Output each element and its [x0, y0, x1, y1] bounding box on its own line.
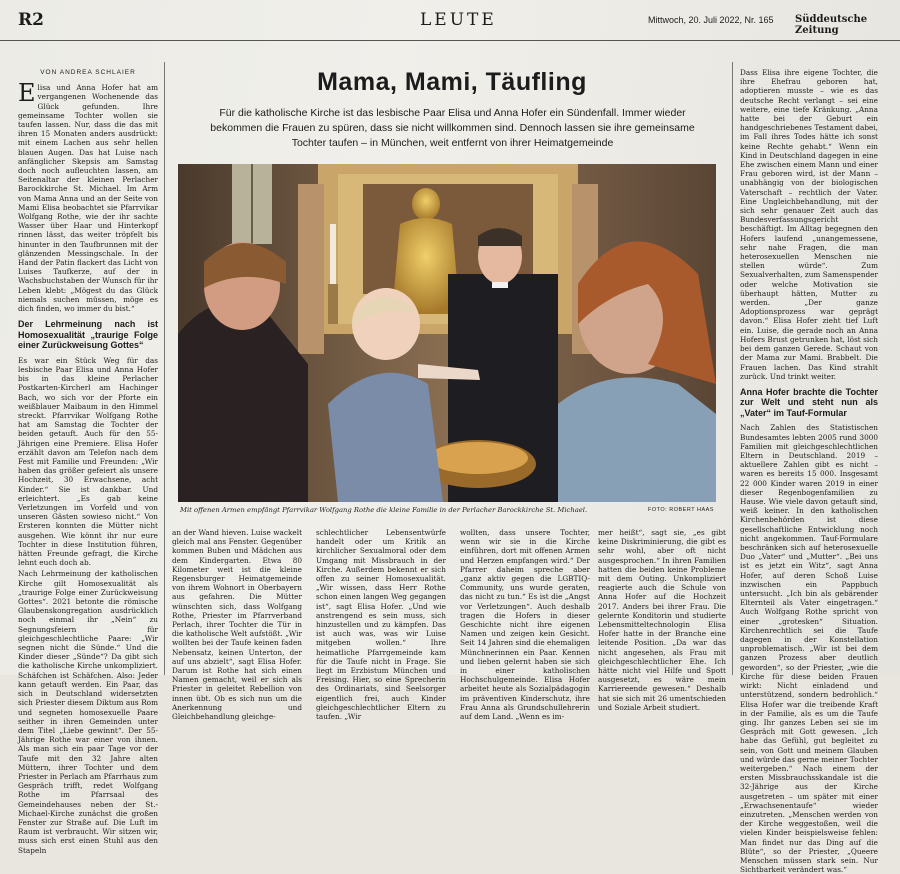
left-column	[18, 68, 158, 855]
byline: VON ANDREA SCHLAIER	[40, 69, 136, 76]
subheading-right: Anna Hofer brachte die Tochter zur Welt und steht nun als „Vater“ im Tauf-Formular	[740, 386, 878, 418]
column-rule-right	[732, 62, 733, 675]
body-column-1-text: an der Wand hieven. Luise wackelt gleich mal ans Fenster. Gegenüber kommen Buben und Mädchen aus dem Kindergarten. Etwa 80 Kilometer weit ist die kleine Regensburger Heimatgemeinde von ihrem Wohnort in Oberbayern aus gefahren. Die Mütter wünschten sich, dass Wolfgang Rothe, Priester im Pfarrverband Perlach, ihrer Tochter die Tür in die katholische Welt aufstößt. „Wir wollten bei der Taufe keinen faden Nebensatz, keinen Unterton, der auf uns abzielt“, sagt Elisa Hofer. Darum ist Rothe hat sich einen Namen gemacht, weil er sich als Priester in geleitet Rebellion von innen übt. Ob es sich nun um die Anerkennung und Gleichbehandlung gleichge-	[172, 528, 302, 722]
page-number: R2	[18, 10, 44, 30]
right-column	[740, 68, 878, 874]
body-column-2-text: schlechtlicher Lebensentwürfe handelt oder um Kritik an kirchlicher Sexualmoral oder dem Umgang mit Missbrauch in der Kirche. Außerdem bekennt er sich offen zu seiner Homosexualität. „Wir wissen, dass Herr Rothe schon einen langen Weg gegangen ist“, sagt Elisa Hofer. „Und wie anstrengend es sein muss, sich hinzustellen und zu kämpfen. Das ist auch was, was wir Luise mitgeben wollen.“ Ihre heimatliche Pfarrgemeinde kam für die Taufe nicht in Frage. Sie liegt im Erzbistum München und Freising. Hier, so eine Sprecherin des Ordinariats, sind Seelsorger eigentlich frei, auch Kinder gleichgeschlechtlicher Eltern zu taufen. „Wir	[316, 528, 446, 722]
headline: Mama, Mami, Täufling	[317, 68, 587, 96]
issue-date: Mittwoch, 20. Juli 2022, Nr. 165	[648, 15, 774, 25]
paragraph-right-2: Nach Zahlen des Statistischen Bundesamtes lebten 2005 rund 3000 Familien mit gleichgeschlechtlichen Eltern in Deutschland. 2019 – aktuellere Zahlen gibt es nicht – waren es bereits 15 000. Insgesamt 22 000 Kinder waren 2019 in einer dieser Regenbogenfamilien zu Hause. Wie viele davon getauft sind, weiß keiner. In den katholischen Kirchenbehörden ist diese gesellschaftliche Entwicklung noch nicht angekommen. Tauf-Formulare beschränken sich auf heterosexuelle Duo „Vater“ und „Mutter“. „Bei uns ist es jetzt ein Witz“, sagt Anna Hofer, auf deren Schoß Luise inzwischen ein Pappbuch untersucht. „Ich bin als gebärender Elternteil als Vater eingetragen.“ Auch Wolfgang Rothe spricht von einer „grotesken“ Situation. Kirchenrechtlich sei die Taufe dagegen in der Konstellation unproblematisch. „Wir ist bei dem ganzen Prozess aber deutlich geworden“, so der Priester, „wie die Kirche für diese beiden Frauen wirkt: Nicht einladend und unterstützend, sondern bedrohlich.“ Elisa Hofer war die treibende Kraft in der Familie, als es um die Taufe ging. Ihr ganzes Leben sei sie im Gespräch mit Gott gewesen. „Ich habe das Gefühl, gut begleitet zu sein, von Gott und meinem Glauben und würde das gerne meiner Tochter weitergeben.“ Nach einem der ersten Missbrauchsskandale ist die 32-Jährige aus der Kirche ausgetreten – um später mit einer „Erwachsenentaufe“ wieder einzutreten. „Menschen werden von der Kirche weggestoßen, weil die vielen Kinder beispielsweise fehlen: Man findet nur das Ding auf die Blüte“, so der Priester, „Queere Menschen müssen stark sein. Nur Sichtbarkeit verändert was.“	[740, 423, 878, 874]
photo-credit: FOTO: ROBERT HAAS	[648, 507, 714, 513]
body-column-3	[460, 528, 590, 722]
paragraph-left-3: Nach Lehrmeinung der katholischen Kirche gilt Homosexualität als „traurige Folge einer Zurückweisung Gottes“. 2021 betonte die römische Glaubenskongregation ausdrücklich noch einmal ihr „Nein“ zu Segnungsfeiern für gleichgeschlechtliche Paare: „Wir segnen nicht die Sünde.“ Und die Kinder dieser „Sünde“? Da gibt sich die katholische Kirche unkompliziert. Schäfchen ist Schäfchen. Also: Jeder kann getauft werden. Ein Paar, das sich in Deutschland widersetzten sich Priester diesem Diktum aus Rom und segneten homosexuelle Paare seither in ihren Gemeinden unter dem Titel „Liebe gewinnt“. Der 55-Jährige Rothe war einer von ihnen. Als man sich ein paar Tage vor der Taufe mit den 32 Jahre alten Müttern, ihrer Tochter und dem Priester in Perlach am Pfarrhaus zum Gespräch trifft, redet Wolfgang Rothe im Pfarrsaal des Gemeindehauses neben der St.-Michael-Kirche zunächst die großen Fenster zur Straße auf. Die Luft im Raum ist verbraucht. Wir sitzen wir, muss sich erst einen Stuhl aus den Stapeln	[18, 569, 158, 855]
body-column-4	[598, 528, 726, 712]
body-column-1	[172, 528, 302, 722]
body-column-3-text: wollten, dass unsere Tochter, wenn wir sie in die Kirche einführen, dort mit offenen Armen und Herzen empfangen wird.“ Der Pfarrer daheim spreche aber „ganz aktiv gegen die LGBTIQ-Community, uns wurde geraten, das nicht zu tun.“ Es ist die „Angst vor Verletzungen“. Auch deshalb tragen die Hofers in dieser Geschichte nicht ihre eigenen Namen und zeigen kein Gesicht. Seit 14 Jahren sind die ehemaligen Münchnerinnen ein Paar. Kennen und lieben gelernt haben sie sich in einer katholischen Hochschulgemeinde. Elisa Hofer arbeitet heute als Sozialpädagogin im präventiven Kinderschutz, ihre Frau Anna als Grundschullehrerin auf dem Land. „Wenn es im-	[460, 528, 590, 722]
paragraph-intro-text: lisa und Anna Hofer hat am vergangenen Wochenende das Glück gefunden. Ihre gemeinsame Tochter wollen sie taufen lassen. Nur, dass die das mit ihren 15 Monaten anders ausdrückt: mit einem Lachen aus sehr hellen blauen Augen. Das hat Luise nach anfänglicher Skepsis am Samstag doch noch aufleuchten lassen, am Seitenaltar der kleinen Perlacher Barockkirche St. Michael. Im Arm von Mama Anna und an der Seite von Mami Elisa beobachtet sie Pfarrvikar Wolfgang Rothe, wie der ihr sachte Wasser über Haar und Hinterkopf rinnen lässt, das weiter tröpfelt bis hinunter in den Taufbrunnen mit der glänzenden Messingschale. In der Hand der Patin flackert das Licht von Luises Taufkerze, auf der in Wachsbuchstaben der Wunsch für ihr Leben klebt: „Mögest du das Glück niemals suchen müssen, möge es dich finden, wo immer du bist.“	[18, 83, 158, 314]
baptism-photo-illustration	[178, 164, 716, 502]
paragraph-intro	[18, 79, 158, 314]
drop-initial: E	[18, 79, 36, 108]
photo-caption: Mit offenen Armen empfängt Pfarrvikar Wolfgang Rothe die kleine Familie in der Perlacher Barockkirche St. Michael.	[180, 506, 588, 514]
newspaper-logo: Süddeutsche Zeitung	[795, 14, 868, 36]
body-column-2	[316, 528, 446, 722]
paragraph-left-2: Es war ein Stück Weg für das lesbische Paar Elisa und Anna Hofer bis in das kleine Perlacher Postkarten-Kircherl am Hachinger Bach, wo sich vor der Pforte ein weißblauer Maibaum in den Himmel streckt. Pfarrvikar Wolfgang Rothe hat am Samstag die Tochter der beiden getauft. Auch für den 55-Jährigen eine Premiere. Elisa Hofer erzählt davon am Telefon nach dem Fest mit Familie und Freunden: „Wir haben das größer gefeiert als unsere Hochzeit, 30 Erwachsene, acht Kinder.“ Sie ist dankbar. Und erleichtert. „Es gab keine Verletzungen im Vorfeld und von unseren Gästen sowieso nicht.“ Von Ersteren konnten die Mütter nicht ausgehen. Wie könnt ihr nur eure Tochter in diese Institution führen, hätten Freunde gefragt, die Kirche lehnt euch doch ab.	[18, 355, 158, 568]
masthead	[0, 0, 900, 41]
paragraph-right-1: Dass Elisa ihre eigene Tochter, die ihre Ehefrau geboren hat, adoptieren musste – wie es das deutsche Recht verlangt – sei eine weitere, eine tiefe Kränkung. „Anna hatte bei der Geburt ein handgeschriebenes Testament dabei, im Fall ihres Todes hätte ich sonst keine Rechte gehabt.“ Wenn ein Kind in Deutschland dagegen in eine Ehe zwischen einem Mann und einer Frau geboren wird, ist der Mann – unabhängig von der biologischen Vaterschaft – rechtlich der Vater. Eine Ungleichbehandlung, mit der sich sehr genauer Zeit auch das Bundesverfassungsgericht beschäftigt. Im Alltag begegnen den Hofers laufend „unangemessene, sehr nahe Fragen, die man heterosexuellen Menschen nie stellen würde“. Zum Sexualverhalten, zum Samenspender oder welche Motivation sie überhaupt hätten, Mutter zu werden. „Der ganze Adoptionsprozess war geprägt davon.“ Elisa Hofer zieht tief Luft ein. Luise, die gerade noch an Anna Hofers Brust getrunken hat, löst sich bei dem ganzen Gerede. Schaut von der Mama zur Mami. Brabbelt. Die Frauen lachen. Das Kind strahlt zurück. Und trinkt weiter.	[740, 68, 878, 381]
article-photo	[178, 164, 716, 502]
subheading-left: Der Lehrmeinung nach ist Homosexualität „traurige Folge einer Zurückweisung Gottes“	[18, 319, 158, 351]
column-rule-left	[164, 62, 165, 675]
body-column-4-text: mer heißt“, sagt sie, „es gibt keine Diskriminierung, die gibt es sehr wohl, aber oft nicht ausgesprochen.“ In ihren Familien hatten die beiden keine Probleme mit dem Outing. Unkompliziert reagierte auch die Schule von Anna Hofer auf die Hochzeit 2017. Anders bei ihrer Frau. Die gelernte Konditorin und studierte Lebensmitteltechnologin Elisa Hofer hatte in der Branche eine leitende Position. „Da war das nicht angesehen, als Frau mit gleichgeschlechtlicher Ehe. Ich hätte nicht viel Hilfe und Spott ausgesetzt, es wäre mein Karriereende gewesen.“ Deshalb hat sie sich mit 26 umentschieden und Soziale Arbeit studiert.	[598, 528, 726, 712]
section-title: LEUTE	[420, 10, 497, 30]
subheadline: Für die katholische Kirche ist das lesbische Paar Elisa und Anna Hofer ein Sündenfall. Immer wieder bekommen die Frauen zu spüren, dass sie nicht willkommen sind. Dennoch lassen sie ihre gemeinsame Tochter taufen – in München, weit entfernt von ihrer Heimatgemeinde	[210, 107, 695, 149]
